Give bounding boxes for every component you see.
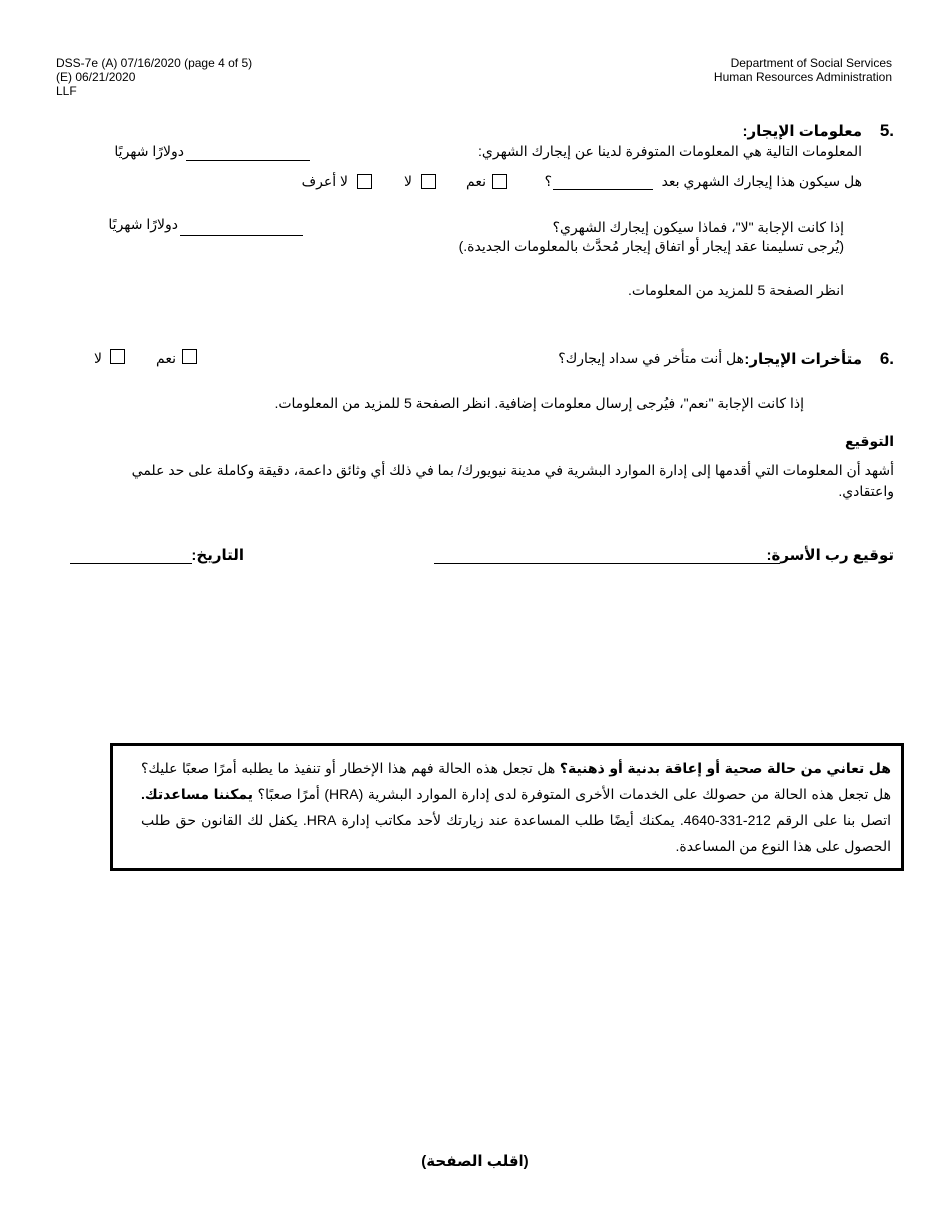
section6-title: متأخرات الإيجار: bbox=[744, 351, 862, 368]
arrears-no-checkbox[interactable] bbox=[110, 349, 125, 364]
see-page-5: انظر الصفحة 5 للمزيد من المعلومات. bbox=[628, 282, 844, 298]
accessibility-notice bbox=[110, 743, 904, 871]
arrears-yes-label: نعم bbox=[156, 350, 176, 366]
rent-dont-know-label: لا أعرف bbox=[301, 173, 348, 189]
form-revision: (E) 06/21/2020 bbox=[56, 70, 136, 84]
agency-header bbox=[714, 56, 892, 84]
rent-yes-checkbox[interactable] bbox=[492, 174, 507, 189]
rent-date-line[interactable] bbox=[553, 189, 653, 190]
rent-question-prefix: هل سيكون هذا إيجارك الشهري بعد bbox=[661, 173, 862, 189]
date-line[interactable] bbox=[70, 563, 192, 564]
rent-no-checkbox[interactable] bbox=[421, 174, 436, 189]
monthly-label: دولارًا شهريًا bbox=[114, 143, 184, 159]
rent-info-text: المعلومات التالية هي المعلومات المتوفرة لدينا عن إيجارك الشهري: bbox=[478, 143, 862, 159]
arrears-yes-checkbox[interactable] bbox=[182, 349, 197, 364]
arrears-question: هل أنت متأخر في سداد إيجارك؟ bbox=[558, 350, 744, 366]
lease-note: (يُرجى تسليمنا عقد إيجار أو اتفاق إيجار مُحدَّث بالمعلومات الجديدة.) bbox=[458, 238, 844, 254]
section5-number: 5. bbox=[879, 121, 894, 140]
signature-heading: التوقيع bbox=[845, 433, 894, 449]
form-code: LLF bbox=[56, 84, 77, 98]
signature-label: توقيع رب الأسرة: bbox=[766, 547, 894, 564]
turn-page-footer: (اقلب الصفحة) bbox=[421, 1153, 529, 1170]
notice-text-2: اتصل بنا على الرقم 212-331-4640. يمكنك أيضًا طلب المساعدة عند زيارتك لأحد مكاتب إدارة HRA. يكفل لك القانون حق طلب الحصول على هذا النوع من المساعدة. bbox=[141, 812, 891, 854]
form-id-header bbox=[56, 56, 252, 98]
notice-help: يمكننا مساعدتك. bbox=[141, 786, 254, 802]
agency-name: Human Resources Administration bbox=[713, 70, 892, 84]
section5-title: معلومات الإيجار: bbox=[742, 123, 862, 140]
current-rent-line[interactable] bbox=[186, 160, 310, 161]
new-rent-line[interactable] bbox=[180, 235, 303, 236]
arrears-no-label: لا bbox=[94, 350, 102, 366]
rent-no-label: لا bbox=[404, 173, 412, 189]
attestation-text: أشهد أن المعلومات التي أقدمها إلى إدارة الموارد البشرية في مدينة نيويورك/ بما في ذلك أي وثائق داعمة، دقيقة وكاملة على حد علمي واعتقادي. bbox=[131, 462, 894, 499]
form-id: DSS-7e (A) 07/16/2020 (page 4 of 5) bbox=[56, 56, 253, 70]
monthly-label-2: دولارًا شهريًا bbox=[108, 216, 178, 232]
signature-line[interactable] bbox=[434, 563, 780, 564]
rent-question-mark: ؟ bbox=[544, 173, 552, 189]
department-name: Department of Social Services bbox=[730, 56, 892, 70]
date-label: التاريخ: bbox=[191, 547, 244, 564]
rent-dont-know-checkbox[interactable] bbox=[357, 174, 372, 189]
notice-text-1: هل تجعل هذه الحالة فهم هذا الإخطار أو تنفيذ ما يطلبه أمرًا صعبًا عليك؟ هل تجعل هذه الحالة من حصولك على الخدمات الأخرى المتوفرة لدى إدارة الموارد البشرية (HRA) أمرًا صعبًا؟ bbox=[141, 760, 891, 802]
section6-number: 6. bbox=[879, 349, 894, 368]
notice-question: هل تعاني من حالة صحية أو إعاقة بدنية أو ذهنية؟ bbox=[559, 760, 891, 776]
rent-yes-label: نعم bbox=[466, 173, 486, 189]
if-yes-note: إذا كانت الإجابة "نعم"، فيُرجى إرسال معلومات إضافية. انظر الصفحة 5 للمزيد من المعلومات. bbox=[274, 395, 804, 411]
if-no-question: إذا كانت الإجابة "لا"، فماذا سيكون إيجارك الشهري؟ bbox=[552, 219, 844, 235]
